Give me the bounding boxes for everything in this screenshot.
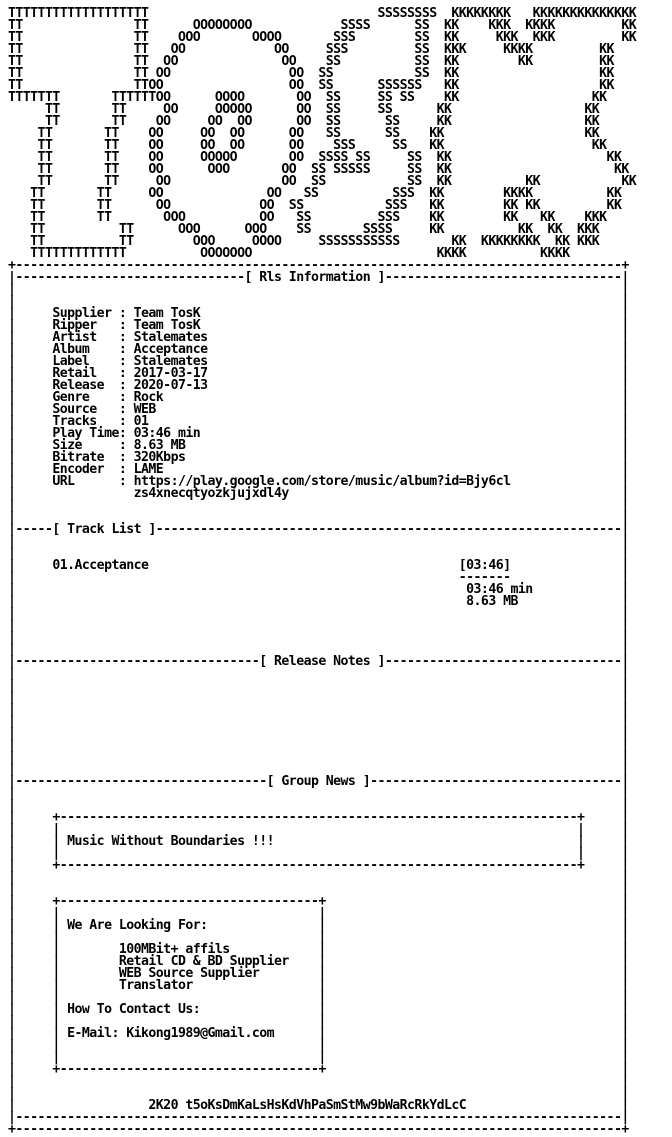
nfo-line: TT TTOO OO SS SSSSSS KK KK [8, 78, 614, 93]
nfo-line: | | [8, 546, 629, 561]
nfo-line: TT TT OO OO SS SSS KK KKKK KK [8, 186, 622, 201]
nfo-line: | | [8, 282, 629, 297]
nfo-line: |----------------------------------------------------------------------------------| [8, 1110, 629, 1125]
nfo-line: |-------------------------------[ Rls Information ]--------------------------------| [8, 270, 629, 285]
nfo-line: | | We Are Looking For: | | [8, 918, 629, 933]
nfo-line: | +----------------------------------------------------------------------+ | [8, 858, 629, 873]
nfo-line: | | [8, 786, 629, 801]
nfo-line: TT TT OOO OOO SS SSSS KK KK KK KKK [8, 222, 600, 237]
nfo-line: | | | | [8, 1050, 629, 1065]
nfo-line: | | [8, 498, 629, 513]
nfo-line: +----------------------------------------------------------------------------------+ [8, 1122, 629, 1137]
nfo-line: | +-----------------------------------+ | [8, 1062, 629, 1077]
nfo-line: TTTTTTTTTTTTTTTTTTT SSSSSSSS KKKKKKKK KKKKKKKKKKKKKK [8, 6, 637, 21]
nfo-line: | | | | [8, 930, 629, 945]
nfo-line: | 2K20 t5oKsDmKaLsHsKdVhPaSmStMw9bWaRcRkYdLcC | [8, 1098, 629, 1113]
nfo-line: | 8.63 MB | [8, 594, 629, 609]
nfo-line: |---------------------------------[ Release Notes ]--------------------------------| [8, 654, 629, 669]
nfo-line: TT TT OO OO OO OO SS SS KK KK [8, 114, 600, 129]
nfo-line: | 01.Acceptance [03:46] | [8, 558, 629, 573]
nfo-line: |-----[ Track List ]---------------------------------------------------------------| [8, 522, 629, 537]
nfo-line: | | [8, 738, 629, 753]
nfo-line: |----------------------------------[ Group News ]----------------------------------| [8, 774, 629, 789]
nfo-line: TTTTTTT TTTTTTOO OOOO OO SS SS SS KK KK [8, 90, 607, 105]
nfo-line: | Release : 2020-07-13 | [8, 378, 629, 393]
nfo-line: | | [8, 1074, 629, 1089]
nfo-line: | | [8, 678, 629, 693]
nfo-line: TT TT OO OOO OO SS SSSSS SS KK KK [8, 162, 629, 177]
nfo-line: | | [8, 534, 629, 549]
nfo-line: | Artist : Stalemates | [8, 330, 629, 345]
nfo-line: | | | | [8, 1038, 629, 1053]
nfo-line: | Source : WEB | [8, 402, 629, 417]
nfo-line: | zs4xnecqtyozkjujxdl4y | [8, 486, 629, 501]
nfo-line: TT TT OO OO SSS SS KKK KKKK KK [8, 42, 614, 57]
nfo-line: TT TT OO OO SS SS KK KK [8, 66, 614, 81]
nfo-line: | | [8, 510, 629, 525]
nfo-line: | | [8, 642, 629, 657]
nfo-line: +----------------------------------------------------------------------------------+ [8, 258, 629, 273]
nfo-line: | | [8, 798, 629, 813]
nfo-line: | | | | [8, 990, 629, 1005]
nfo-line: TT TT OOO OO SS SSS KK KK KK KKK [8, 210, 607, 225]
nfo-line: | | E-Mail: Kikong1989@Gmail.com | | [8, 1026, 629, 1041]
nfo-line: | Genre : Rock | [8, 390, 629, 405]
nfo-line: | | [8, 690, 629, 705]
nfo-line: TT TT OO OOOOO OO SS SS KK KK [8, 102, 600, 117]
nfo-line: | +-----------------------------------+ | [8, 894, 629, 909]
nfo-line: | | [8, 870, 629, 885]
nfo-line: | | | | [8, 906, 629, 921]
nfo-line: | | Music Without Boundaries !!! | | [8, 834, 629, 849]
nfo-line: | Size : 8.63 MB | [8, 438, 629, 453]
nfo-line: | Play Time: 03:46 min | [8, 426, 629, 441]
nfo-line: TT TT OO OO SS SSS KK KK KK KK [8, 198, 622, 213]
nfo-line: | | [8, 702, 629, 717]
nfo-line: | | [8, 750, 629, 765]
nfo-line: | 03:46 min | [8, 582, 629, 597]
nfo-line: | | [8, 630, 629, 645]
nfo-line: TT TT OOOOOOOO SSSS SS KK KKK KKKK KK [8, 18, 637, 33]
nfo-line: | | Translator | | [8, 978, 629, 993]
nfo-line: | | [8, 606, 629, 621]
nfo-line: | | [8, 294, 629, 309]
nfo-line: | Ripper : Team TosK | [8, 318, 629, 333]
nfo-line: | | How To Contact Us: | | [8, 1002, 629, 1017]
nfo-line: TT TT OO OO OO OO SSS SS KK KK [8, 138, 607, 153]
nfo-line: | | [8, 882, 629, 897]
nfo-line: | | | | [8, 1014, 629, 1029]
nfo-line: | Label : Stalemates | [8, 354, 629, 369]
nfo-line: TTTTTTTTTTTTT OOOOOOO KKKK KKKK [8, 246, 570, 261]
nfo-line: | URL : https://play.google.com/store/music/album?id=Bjy6cl | [8, 474, 629, 489]
nfo-line: | Album : Acceptance | [8, 342, 629, 357]
nfo-line: | Bitrate : 320Kbps | [8, 450, 629, 465]
nfo-line: | | [8, 762, 629, 777]
nfo-line: | Retail : 2017-03-17 | [8, 366, 629, 381]
nfo-line: TT TT OOO OOOO SSS SS KK KKK KKK KK [8, 30, 637, 45]
nfo-line: | | | | [8, 822, 629, 837]
nfo-line: | | WEB Source Supplier | | [8, 966, 629, 981]
nfo-line: | +----------------------------------------------------------------------+ | [8, 810, 629, 825]
nfo-line: TT TT OO OO SS SS KK KK KK [8, 174, 637, 189]
nfo-line: | Supplier : Team TosK | [8, 306, 629, 321]
nfo-line: | | [8, 618, 629, 633]
nfo-line: TT TT OO OOOOO OO SSSS SS SS KK KK [8, 150, 622, 165]
nfo-line: | | [8, 726, 629, 741]
nfo-line: TT TT OO OO SS SS KK KK KK [8, 54, 614, 69]
nfo-line: | ------- | [8, 570, 629, 585]
nfo-line: | | | | [8, 846, 629, 861]
nfo-line: | | [8, 1086, 629, 1101]
nfo-line: | | [8, 666, 629, 681]
nfo-line: | | 100MBit+ affils | | [8, 942, 629, 957]
nfo-line: | Tracks : 01 | [8, 414, 629, 429]
nfo-line: | Encoder : LAME | [8, 462, 629, 477]
nfo-line: TT TT OOO OOOO SSSSSSSSSSS KK KKKKKKKK KK KKK [8, 234, 600, 249]
nfo-line: | | Retail CD & BD Supplier | | [8, 954, 629, 969]
nfo-line: | | [8, 714, 629, 729]
nfo-line: TT TT OO OO OO OO SS SS KK KK [8, 126, 600, 141]
